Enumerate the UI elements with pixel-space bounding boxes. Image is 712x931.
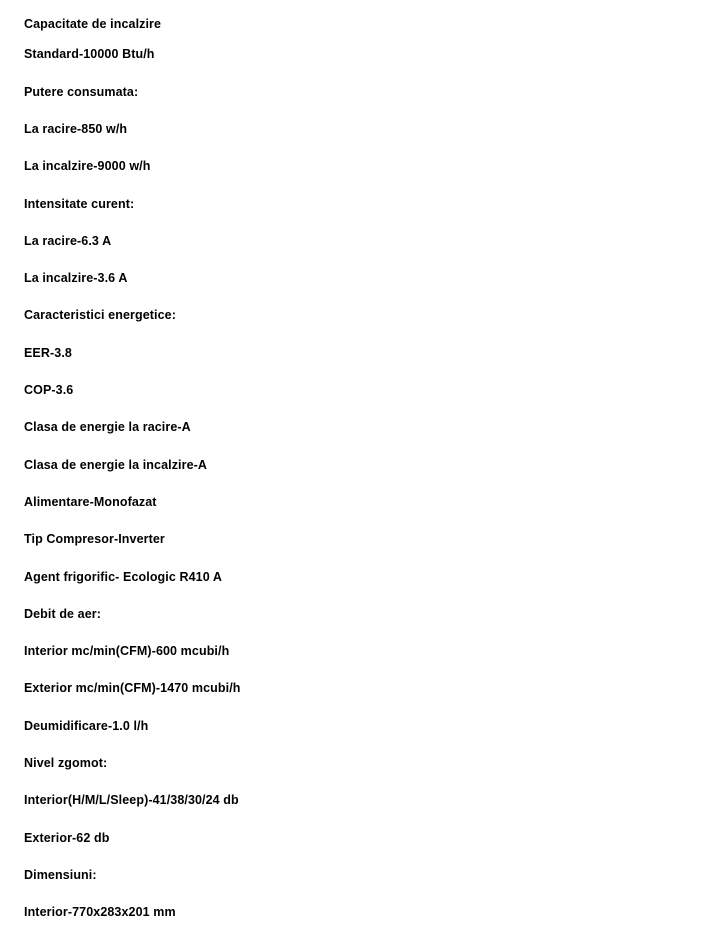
spec-line: Interior-770x283x201 mm: [24, 905, 176, 920]
spec-line: Clasa de energie la incalzire-A: [24, 457, 208, 472]
spec-line: Exterior-62 db: [24, 830, 110, 845]
spec-line: Putere consumata:: [24, 84, 139, 99]
spec-line: Caracteristici energetice:: [24, 308, 176, 323]
spec-line: Dimensiuni:: [24, 867, 97, 882]
spec-line: La racire-850 w/h: [24, 121, 128, 136]
spec-line: Clasa de energie la racire-A: [24, 420, 191, 435]
spec-line: Interior(H/M/L/Sleep)-41/38/30/24 db: [24, 793, 239, 808]
spec-line: Interior mc/min(CFM)-600 mcubi/h: [24, 644, 230, 659]
spec-line: La racire-6.3 A: [24, 233, 112, 248]
spec-line: Debit de aer:: [24, 606, 102, 621]
spec-line: Alimentare-Monofazat: [24, 494, 157, 509]
spec-line: Exterior mc/min(CFM)-1470 mcubi/h: [24, 681, 241, 696]
spec-line: La incalzire-9000 w/h: [24, 159, 151, 174]
spec-line: Intensitate curent:: [24, 196, 135, 211]
spec-line: Standard-10000 Btu/h: [24, 47, 155, 62]
spec-line: Agent frigorific- Ecologic R410 A: [24, 569, 223, 584]
spec-line: La incalzire-3.6 A: [24, 271, 128, 286]
spec-line: Capacitate de incalzire: [24, 16, 162, 31]
spec-line: EER-3.8: [24, 345, 72, 360]
spec-line: Tip Compresor-Inverter: [24, 532, 165, 547]
spec-line: COP-3.6: [24, 383, 74, 398]
spec-line: Deumidificare-1.0 l/h: [24, 718, 149, 733]
spec-line: Nivel zgomot:: [24, 756, 108, 771]
